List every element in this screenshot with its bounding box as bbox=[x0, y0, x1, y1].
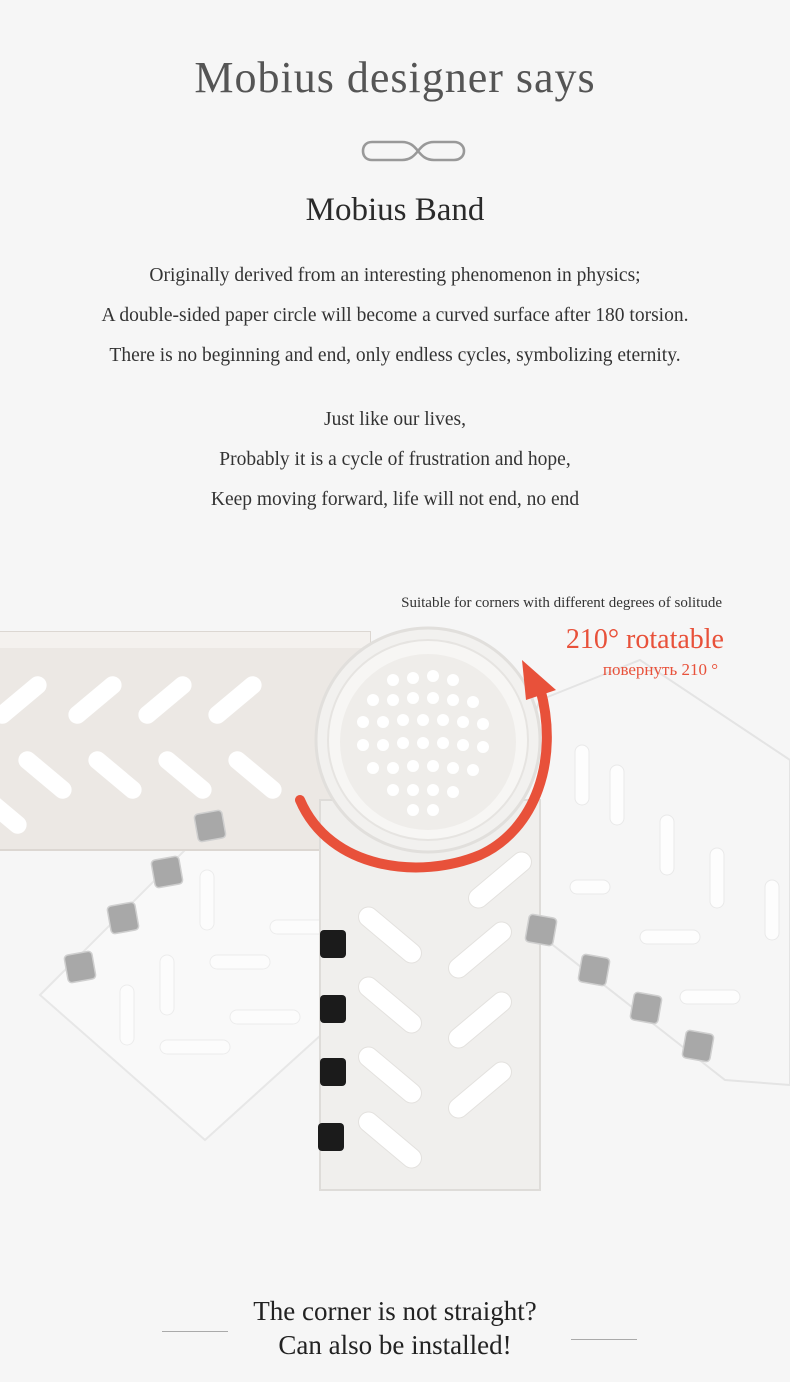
poem-line: Just like our lives, bbox=[324, 409, 466, 430]
page-title: Mobius designer says bbox=[194, 53, 596, 102]
footer-headline: The corner is not straight? bbox=[253, 1296, 537, 1326]
intro-line: Originally derived from an interesting phenomenon in physics; bbox=[149, 265, 641, 286]
rotate-label: 210° rotatable bbox=[565, 624, 724, 655]
poem-paragraph bbox=[0, 400, 790, 520]
intro-line: There is no beginning and end, only endless cycles, symbolizing eternity. bbox=[109, 345, 681, 366]
divider-right bbox=[571, 1339, 637, 1340]
intro-paragraph bbox=[0, 256, 790, 376]
section-subtitle: Mobius Band bbox=[305, 192, 485, 228]
footer-subheadline: Can also be installed! bbox=[278, 1330, 512, 1360]
corners-caption: Suitable for corners with different degrees of solitude bbox=[401, 595, 722, 611]
intro-line: A double-sided paper circle will become a curved surface after 180 torsion. bbox=[101, 305, 689, 326]
poem-line: Keep moving forward, life will not end, no end bbox=[210, 489, 580, 510]
mobius-infinity-icon bbox=[360, 138, 468, 169]
poem-line: Probably it is a cycle of frustration and hope, bbox=[219, 449, 571, 470]
rotate-label-ru: повернуть 210 ° bbox=[602, 660, 718, 679]
